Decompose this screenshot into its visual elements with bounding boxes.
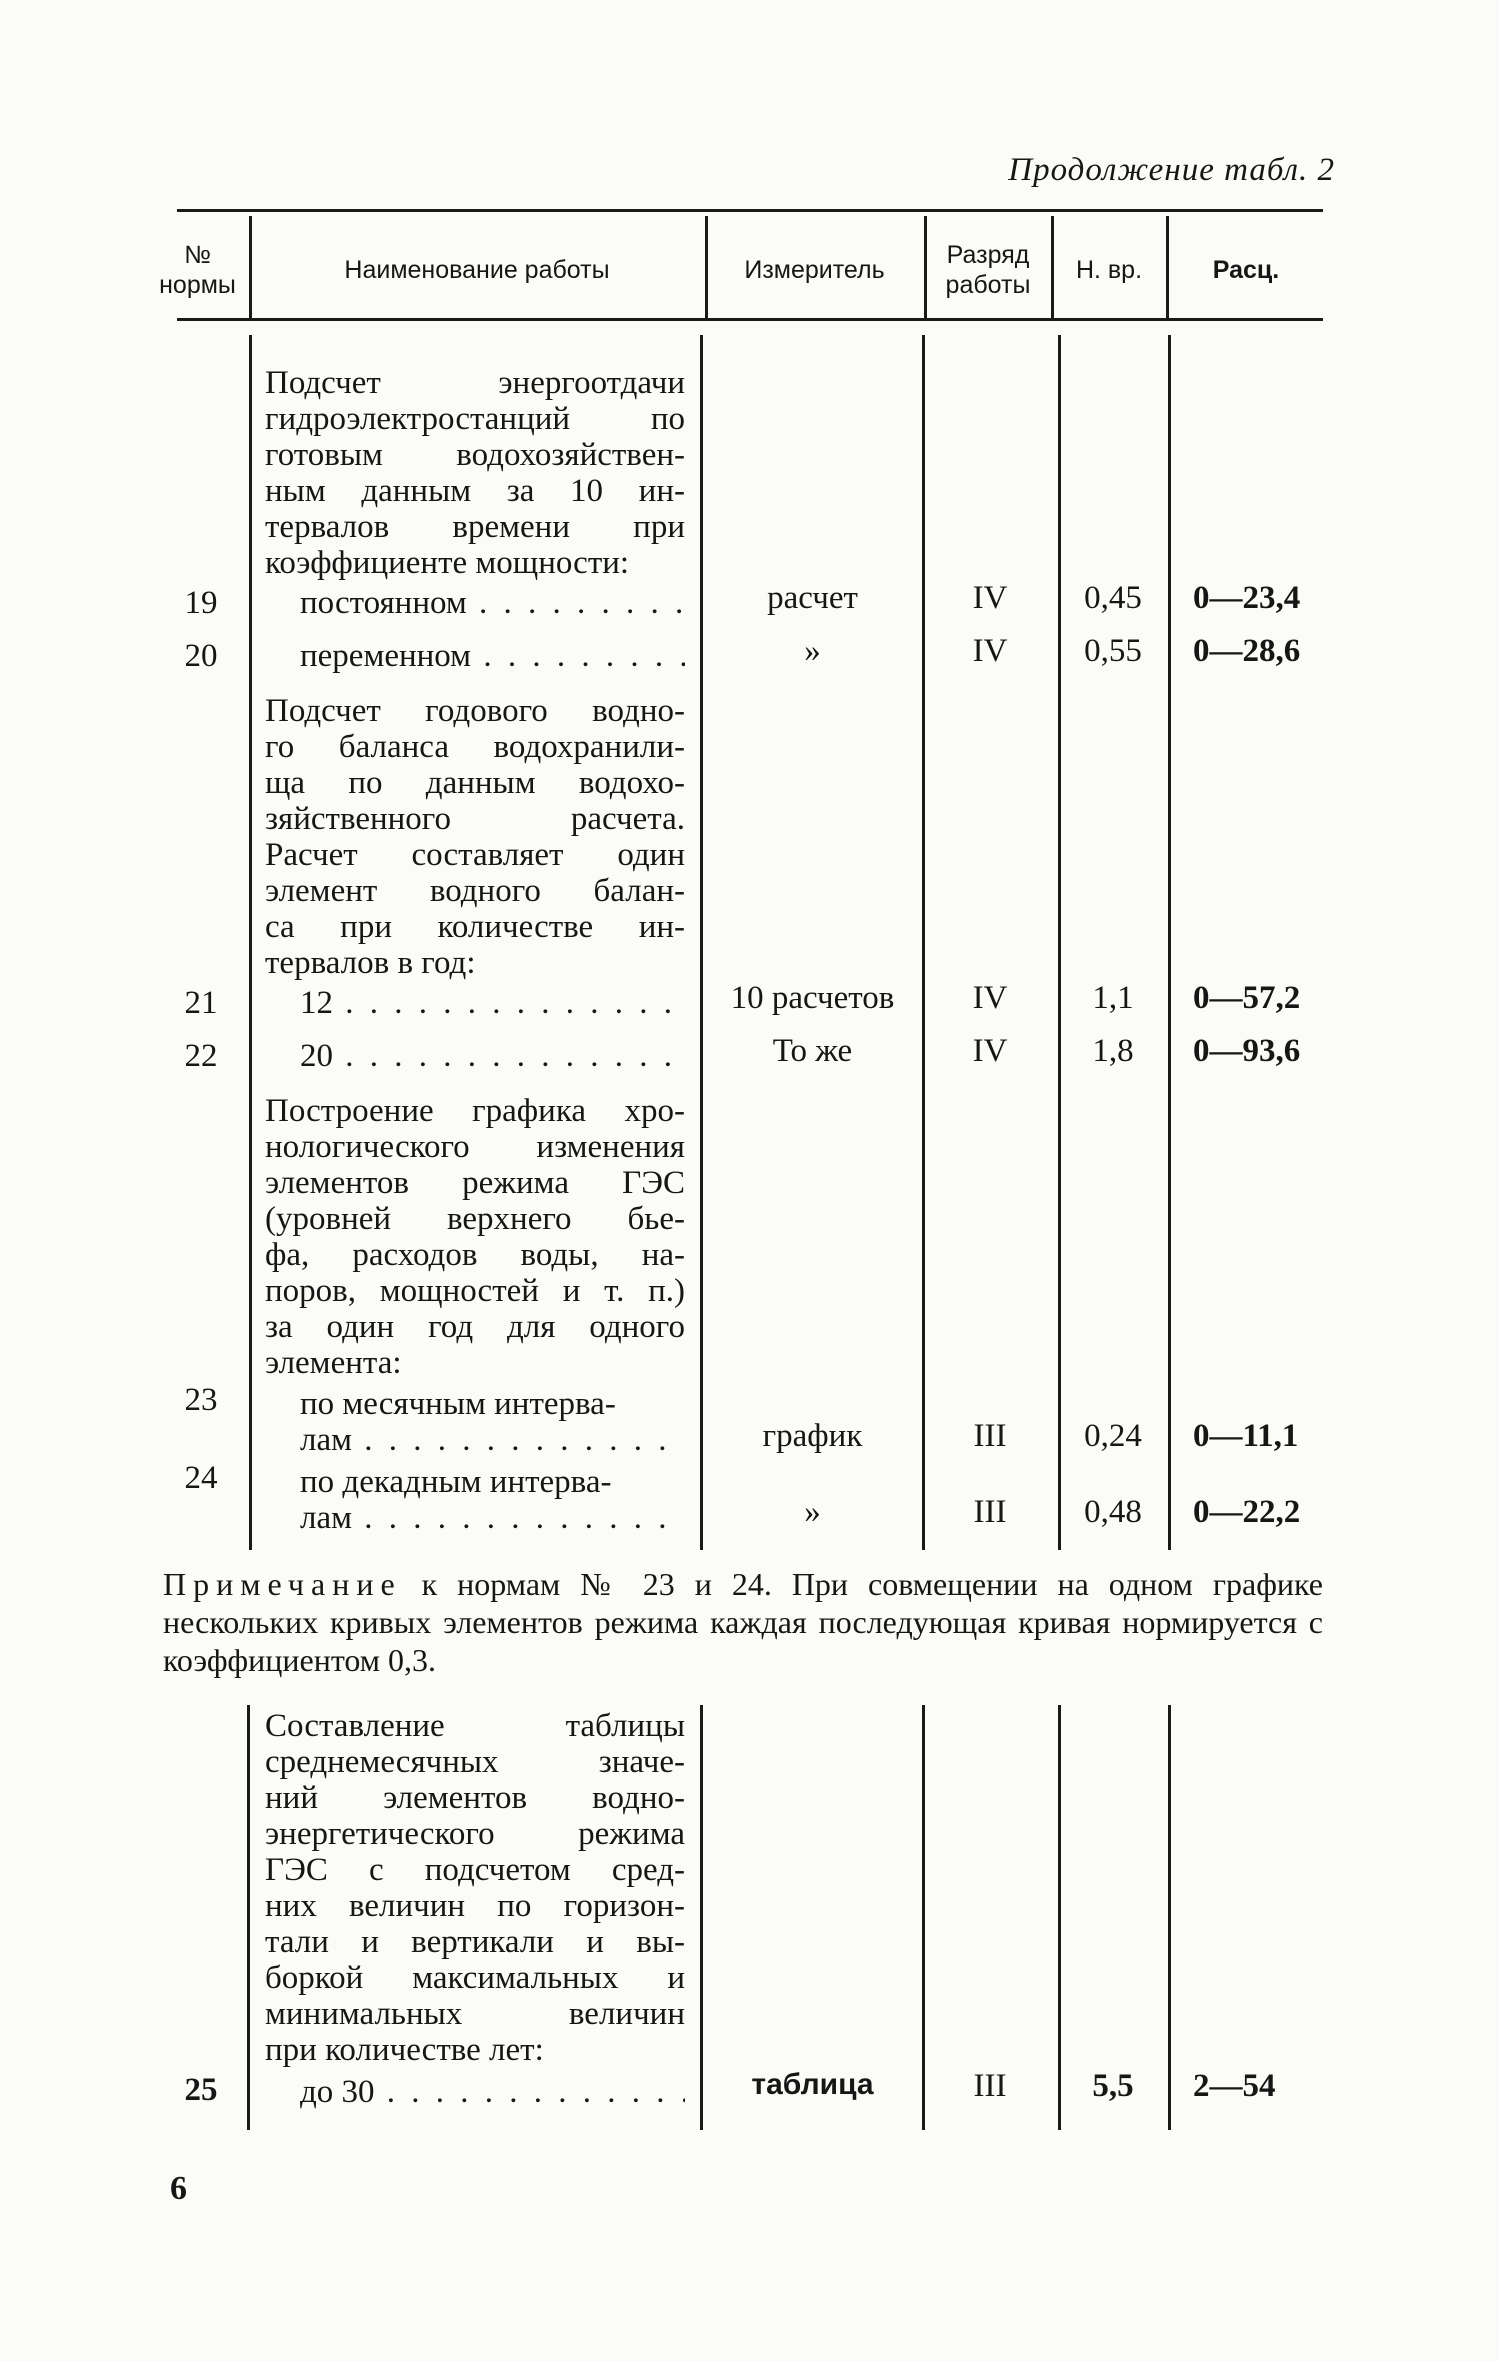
row-num: 24: [184, 1460, 218, 1496]
description-line: тервалов в год:: [265, 945, 476, 981]
row-num: 23: [184, 1382, 218, 1418]
row-name: 12 . . .: [300, 985, 685, 1021]
row-rate: 0—11,1: [1193, 1418, 1299, 1454]
description-line: ГЭС с подсчетом сред-: [265, 1852, 685, 1888]
row-num: 21: [184, 985, 218, 1021]
row-unit: расчет: [767, 580, 858, 616]
row-time: 1,8: [1092, 1033, 1134, 1069]
page-number: 6: [170, 2170, 187, 2207]
col-divider: [1168, 335, 1171, 1550]
description-line: фа, расходов воды, на-: [265, 1237, 685, 1273]
header-grade: Разряд работы: [945, 241, 1031, 299]
header-bottom-rule: [177, 318, 1323, 321]
row-name: 20 . . .: [300, 1038, 685, 1074]
row-rate: 0—22,2: [1193, 1494, 1301, 1530]
description-line: элементов режима ГЭС: [265, 1165, 685, 1201]
row-unit: 10 расчетов: [730, 980, 895, 1016]
row-rate: 2—54: [1193, 2068, 1276, 2104]
description-line: тервалов времени при: [265, 509, 685, 545]
description-line: минимальных величин: [265, 1996, 685, 2032]
row-rate: 0—23,4: [1193, 580, 1301, 616]
description-line: Составление таблицы: [265, 1708, 685, 1744]
description-line: Расчет составляет один: [265, 837, 685, 873]
row-name: по месячным интерва-: [300, 1386, 616, 1422]
row-time: 0,48: [1084, 1494, 1142, 1530]
row-unit: таблица: [751, 2068, 874, 2101]
description-line: зяйственного расчета.: [265, 801, 685, 837]
description-line: энергетического режима: [265, 1816, 685, 1852]
note-label: Примечание: [163, 1566, 402, 1602]
row-rate: 0—93,6: [1193, 1033, 1301, 1069]
description-line: коэффициенте мощности:: [265, 545, 630, 581]
description-line: боркой максимальных и: [265, 1960, 685, 1996]
description-line: го баланса водохранили-: [265, 729, 685, 765]
row-time: 1,1: [1092, 980, 1134, 1016]
description-line: нологического изменения: [265, 1129, 685, 1165]
row-name: до 30 . . .: [300, 2074, 685, 2110]
col-divider: [922, 335, 925, 1550]
row-grade: IV: [972, 1033, 1008, 1069]
description-line: ща по данным водохо-: [265, 765, 685, 801]
description-line: при количестве лет:: [265, 2032, 544, 2068]
table-note: [163, 1565, 1323, 1679]
col-divider: [922, 1705, 925, 2130]
description-line: тали и вертикали и вы-: [265, 1924, 685, 1960]
row-grade: III: [973, 1494, 1007, 1530]
col-divider: [249, 335, 252, 1550]
header-num: № нормы: [159, 241, 236, 299]
row-num: 20: [184, 638, 218, 674]
row-unit: график: [762, 1418, 863, 1454]
note-text: к нормам № 23 и 24. При совмещении на одном графике нескольких кривых элементов режима каждая последующая кривая нормируется с коэффициентом 0,3.: [163, 1566, 1323, 1678]
row-grade: III: [973, 1418, 1007, 1454]
row-unit: »: [804, 1494, 821, 1530]
header-time: Н. вр.: [1075, 256, 1143, 284]
description-line: Построение графика хро-: [265, 1093, 685, 1129]
row-name: переменном . . .: [300, 638, 685, 674]
row-time: 0,24: [1084, 1418, 1142, 1454]
table-caption: Продолжение табл. 2: [1008, 152, 1335, 188]
row-unit: »: [804, 633, 821, 669]
row-name: постоянном . . .: [300, 585, 685, 621]
row-name-continued: лам . . .: [300, 1500, 685, 1536]
header-unit: Измеритель: [744, 256, 885, 284]
description-line: за один год для одного: [265, 1309, 685, 1345]
col-divider: [1058, 1705, 1061, 2130]
col-divider: [247, 1705, 250, 2130]
description-line: Подсчет энергоотдачи: [265, 365, 685, 401]
table-top-rule: [177, 209, 1323, 212]
row-rate: 0—28,6: [1193, 633, 1301, 669]
description-line: элемент водного балан-: [265, 873, 685, 909]
row-time: 5,5: [1092, 2068, 1134, 2104]
row-name-continued: лам . . .: [300, 1422, 685, 1458]
row-grade: IV: [972, 980, 1008, 1016]
description-line: ний элементов водно-: [265, 1780, 685, 1816]
row-num: 25: [184, 2072, 218, 2108]
description-line: (уровней верхнего бье-: [265, 1201, 685, 1237]
row-grade: III: [973, 2068, 1007, 2104]
col-divider: [1058, 335, 1061, 1550]
description-line: среднемесячных значе-: [265, 1744, 685, 1780]
row-unit: То же: [772, 1033, 853, 1069]
col-divider: [700, 335, 703, 1550]
row-grade: IV: [972, 580, 1008, 616]
row-name: по декадным интерва-: [300, 1464, 612, 1500]
row-time: 0,55: [1084, 633, 1142, 669]
row-grade: IV: [972, 633, 1008, 669]
description-line: готовым водохозяйствен-: [265, 437, 685, 473]
description-line: поров, мощностей и т. п.): [265, 1273, 685, 1309]
description-line: ным данным за 10 ин-: [265, 473, 685, 509]
header-name: Наименование работы: [344, 256, 610, 284]
row-time: 0,45: [1084, 580, 1142, 616]
row-num: 22: [184, 1038, 218, 1074]
description-line: элемента:: [265, 1345, 402, 1381]
col-divider: [1168, 1705, 1171, 2130]
description-line: Подсчет годового водно-: [265, 693, 685, 729]
description-line: них величин по горизон-: [265, 1888, 685, 1924]
description-line: гидроэлектростанций по: [265, 401, 685, 437]
row-num: 19: [184, 585, 218, 621]
description-line: са при количестве ин-: [265, 909, 685, 945]
row-rate: 0—57,2: [1193, 980, 1301, 1016]
header-rate: Расц.: [1212, 256, 1280, 284]
col-divider: [700, 1705, 703, 2130]
